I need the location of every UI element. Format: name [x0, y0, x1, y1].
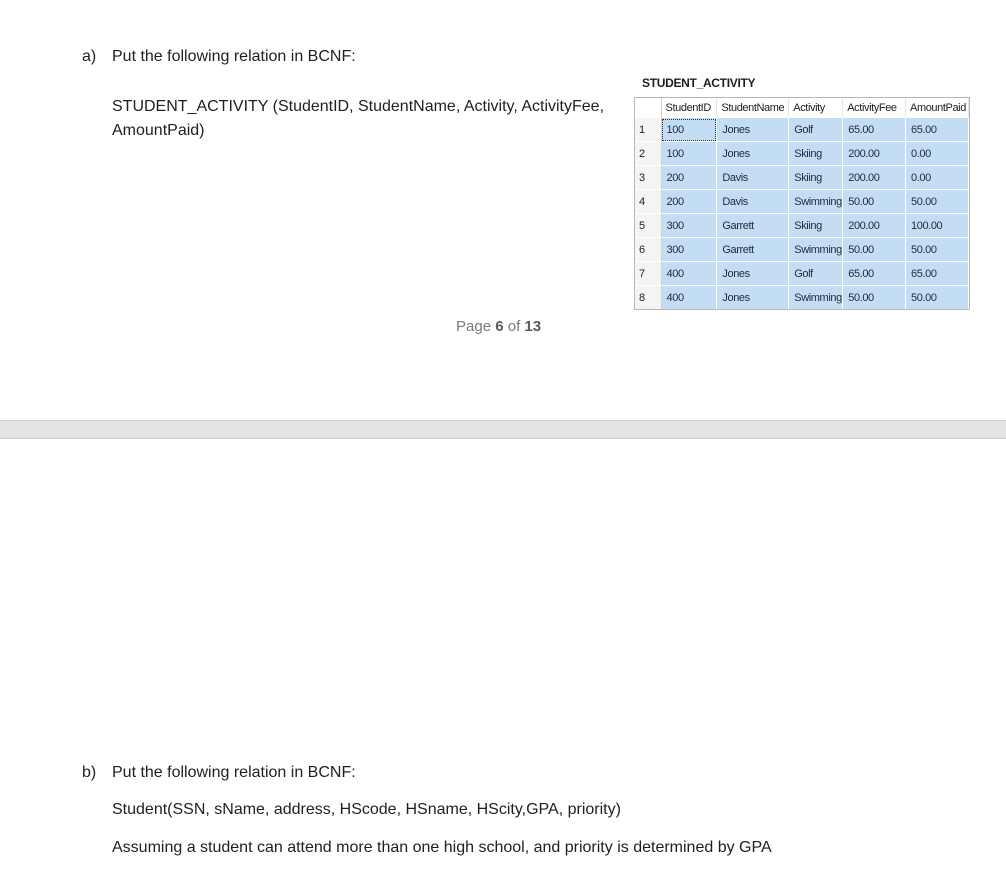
results-cell[interactable]: 65.00 [843, 118, 906, 142]
results-cell[interactable]: 200.00 [843, 214, 906, 238]
results-grid [634, 97, 970, 310]
results-row[interactable] [635, 214, 969, 238]
results-cell[interactable]: Davis [717, 166, 789, 190]
question-b-relation: Student(SSN, sName, address, HScode, HSname, HScity,GPA, priority) [112, 801, 621, 818]
results-cell[interactable]: Jones [717, 142, 789, 166]
page-of: of [507, 318, 521, 335]
relation-line-1: STUDENT_ACTIVITY (StudentID, StudentName, Activity, ActivityFee, [112, 98, 605, 115]
page-current: 6 [495, 318, 504, 335]
results-cell[interactable]: 65.00 [843, 262, 906, 286]
results-cell[interactable]: Skiing [789, 142, 843, 166]
question-a-label: a) [82, 48, 97, 65]
results-cell[interactable]: Jones [717, 262, 789, 286]
results-cell[interactable]: 50.00 [906, 286, 969, 310]
results-cell[interactable]: 300 [661, 238, 717, 262]
results-cell[interactable]: 50.00 [843, 190, 906, 214]
results-cell[interactable]: 0.00 [906, 142, 969, 166]
page-break-gap [0, 420, 1006, 439]
column-header: StudentID [661, 98, 717, 118]
question-a-prompt: Put the following relation in BCNF: [112, 48, 356, 65]
results-row[interactable] [635, 286, 969, 310]
results-cell[interactable]: Jones [717, 118, 789, 142]
results-row[interactable] [635, 238, 969, 262]
question-a-relation [112, 95, 604, 143]
column-header: ActivityFee [843, 98, 906, 118]
results-cell[interactable]: Swimming [789, 286, 843, 310]
results-cell[interactable]: 200 [661, 166, 717, 190]
question-b-prompt: Put the following relation in BCNF: [112, 764, 356, 781]
results-cell[interactable]: 50.00 [843, 238, 906, 262]
results-cell[interactable]: 300 [661, 214, 717, 238]
row-number-header [635, 98, 661, 118]
results-cell[interactable]: Garrett [717, 214, 789, 238]
results-cell[interactable]: 400 [661, 286, 717, 310]
row-number: 4 [635, 190, 661, 214]
question-b-label: b) [82, 764, 97, 781]
results-title: STUDENT_ACTIVITY [642, 76, 756, 90]
row-number: 2 [635, 142, 661, 166]
results-cell[interactable]: Swimming [789, 238, 843, 262]
results-cell[interactable]: Golf [789, 262, 843, 286]
results-cell[interactable]: Skiing [789, 214, 843, 238]
row-number: 7 [635, 262, 661, 286]
results-cell[interactable]: 200.00 [843, 166, 906, 190]
column-header: Activity [789, 98, 843, 118]
results-cell[interactable]: Swimming [789, 190, 843, 214]
results-cell[interactable]: 100 [661, 142, 717, 166]
results-cell[interactable]: 100 [661, 118, 717, 142]
results-cell[interactable]: Golf [789, 118, 843, 142]
results-cell[interactable]: Garrett [717, 238, 789, 262]
question-b-assumption: Assuming a student can attend more than one high school, and priority is determined by GPA [112, 839, 772, 856]
relation-line-2: AmountPaid) [112, 122, 205, 139]
results-header-row [635, 98, 969, 118]
results-cell[interactable]: Davis [717, 190, 789, 214]
results-cell[interactable]: 50.00 [906, 238, 969, 262]
results-cell[interactable]: Skiing [789, 166, 843, 190]
row-number: 1 [635, 118, 661, 142]
document-page-6 [0, 0, 1006, 420]
results-table [635, 98, 969, 309]
results-row[interactable] [635, 118, 969, 142]
query-results-image [634, 75, 970, 310]
row-number: 6 [635, 238, 661, 262]
column-header: AmountPaid [906, 98, 969, 118]
results-cell[interactable]: 200.00 [843, 142, 906, 166]
row-number: 3 [635, 166, 661, 190]
results-cell[interactable]: 65.00 [906, 118, 969, 142]
row-number: 8 [635, 286, 661, 310]
results-cell[interactable]: 50.00 [906, 190, 969, 214]
results-cell[interactable]: 100.00 [906, 214, 969, 238]
results-cell[interactable]: 200 [661, 190, 717, 214]
results-row[interactable] [635, 262, 969, 286]
page-total: 13 [524, 318, 542, 335]
results-cell[interactable]: 50.00 [843, 286, 906, 310]
results-cell[interactable]: 65.00 [906, 262, 969, 286]
results-row[interactable] [635, 166, 969, 190]
page-prefix: Page [456, 318, 492, 335]
column-header: StudentName [717, 98, 789, 118]
results-row[interactable] [635, 142, 969, 166]
page-number [456, 318, 541, 335]
results-cell[interactable]: 0.00 [906, 166, 969, 190]
results-cell[interactable]: 400 [661, 262, 717, 286]
results-cell[interactable]: Jones [717, 286, 789, 310]
row-number: 5 [635, 214, 661, 238]
results-row[interactable] [635, 190, 969, 214]
document-page-7 [0, 439, 1006, 876]
